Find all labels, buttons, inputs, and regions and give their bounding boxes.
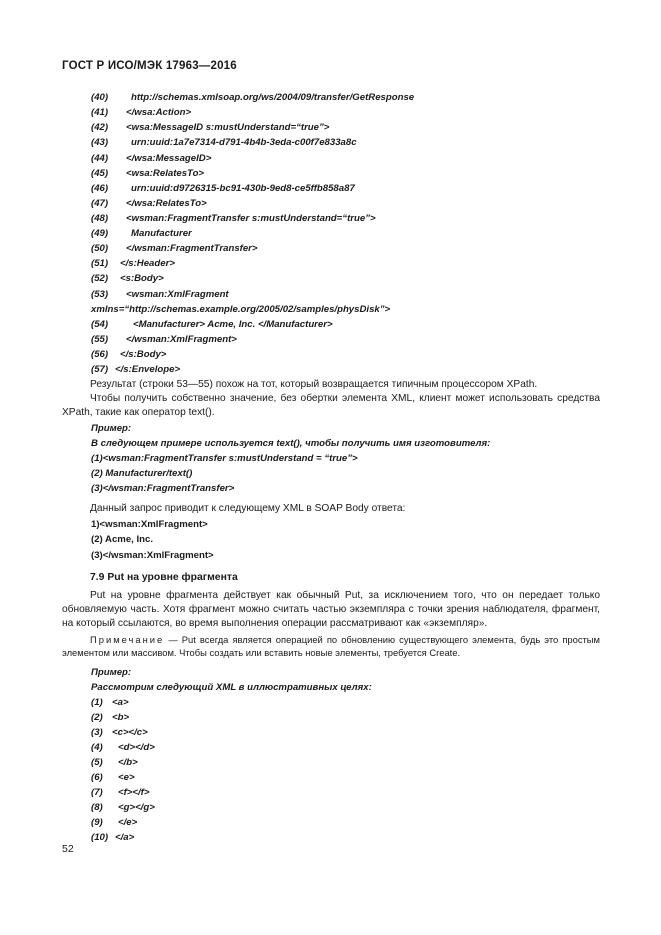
code-line: (1)<wsman:FragmentTransfer s:mustUnderstand = “true”> <box>91 453 358 464</box>
code-line: (4) <d></d> <box>91 742 155 753</box>
code-line: (3) <c></c> <box>91 727 148 738</box>
code-line: xmlns=“http://schemas.example.org/2005/02/samples/physDisk”> <box>91 304 391 315</box>
code-line: (2) <b> <box>91 712 130 723</box>
paragraph-3: Put на уровне фрагмента действует как обычный Put, за исключением того, что он передает только обновляемую часть. Хотя фрагмент можно считать частью экземпляра с точки зрения наблюдателя, фрагмент, на который ссылаются, во время выполнения операции рассматривают как «экземпляр». <box>62 590 600 629</box>
code-line: (1) <a> <box>91 697 129 708</box>
code-line: (8) <g></g> <box>91 802 155 813</box>
code-line: (41) </wsa:Action> <box>91 107 192 118</box>
paragraph-line: Чтобы получить собственно значение, без обертки элемента XML, клиент может использовать средства XPath, такие как оператор text(). <box>62 393 600 418</box>
code-line: (55) </wsman:XmlFragment> <box>91 334 237 345</box>
example-intro: Рассмотрим следующий XML в иллюстративных целях: <box>91 682 372 693</box>
code-line: (49) Manufacturer <box>91 228 192 239</box>
code-line: (7) <f></f> <box>91 787 150 798</box>
code-line: 1)<wsman:XmlFragment> <box>91 519 208 530</box>
code-line: (57) </s:Envelope> <box>91 364 181 375</box>
code-line: (43) urn:uuid:1a7e7314-d791-4b4b-3eda-c00f7e833a8c <box>91 137 357 148</box>
code-line: (3)</wsman:XmlFragment> <box>91 550 214 561</box>
code-line: (9) </e> <box>91 817 138 828</box>
code-line: (10) </a> <box>91 832 135 843</box>
paragraph-2: Данный запрос приводит к следующему XML в SOAP Body ответа: <box>90 503 406 514</box>
example-label: Пример: <box>91 423 132 434</box>
code-line: (48) <wsman:FragmentTransfer s:mustUnderstand=“true”> <box>91 213 376 224</box>
note <box>62 634 600 659</box>
paragraph-line: Результат (строки 53—55) похож на тот, который возвращается типичным процессором XPath. <box>90 379 538 390</box>
code-line: (53) <wsman:XmlFragment <box>91 289 229 300</box>
example-intro: В следующем примере используется text(), чтобы получить имя изготовителя: <box>91 438 491 449</box>
page-number: 52 <box>62 843 74 855</box>
note-text: — Put всегда является операцией по обновлению существующего элемента, будь это простым элементом или массивом. Чтобы создать или вставить новые элементы, требуется Create. <box>62 634 600 658</box>
code-line: (5) </b> <box>91 757 138 768</box>
document-header: ГОСТ Р ИСО/МЭК 17963—2016 <box>62 60 237 72</box>
paragraph-1 <box>62 378 600 420</box>
note-label: Примечание <box>90 634 165 645</box>
code-line: (45) <wsa:RelatesTo> <box>91 168 205 179</box>
code-line: (2) Manufacturer/text() <box>91 468 193 479</box>
code-line: (50) </wsman:FragmentTransfer> <box>91 243 258 254</box>
code-line: (51) </s:Header> <box>91 258 175 269</box>
code-line: (2) Acme, Inc. <box>91 534 154 545</box>
code-line: (44) </wsa:MessageID> <box>91 153 212 164</box>
code-line: (52) <s:Body> <box>91 273 164 284</box>
code-line: (3)</wsman:FragmentTransfer> <box>91 483 235 494</box>
code-line: (42) <wsa:MessageID s:mustUnderstand=“true”> <box>91 122 330 133</box>
example-label: Пример: <box>91 667 132 678</box>
code-line: (6) <e> <box>91 772 135 783</box>
code-line: (56) </s:Body> <box>91 349 167 360</box>
section-heading: 7.9 Put на уровне фрагмента <box>90 572 238 583</box>
code-line: (46) urn:uuid:d9726315-bc91-430b-9ed8-ce5ffb858a87 <box>91 183 355 194</box>
code-line: (54) <Manufacturer> Acme, Inc. </Manufacturer> <box>91 319 333 330</box>
code-line: (47) </wsa:RelatesTo> <box>91 198 207 209</box>
code-line: (40) http://schemas.xmlsoap.org/ws/2004/09/transfer/GetResponse <box>91 92 415 103</box>
